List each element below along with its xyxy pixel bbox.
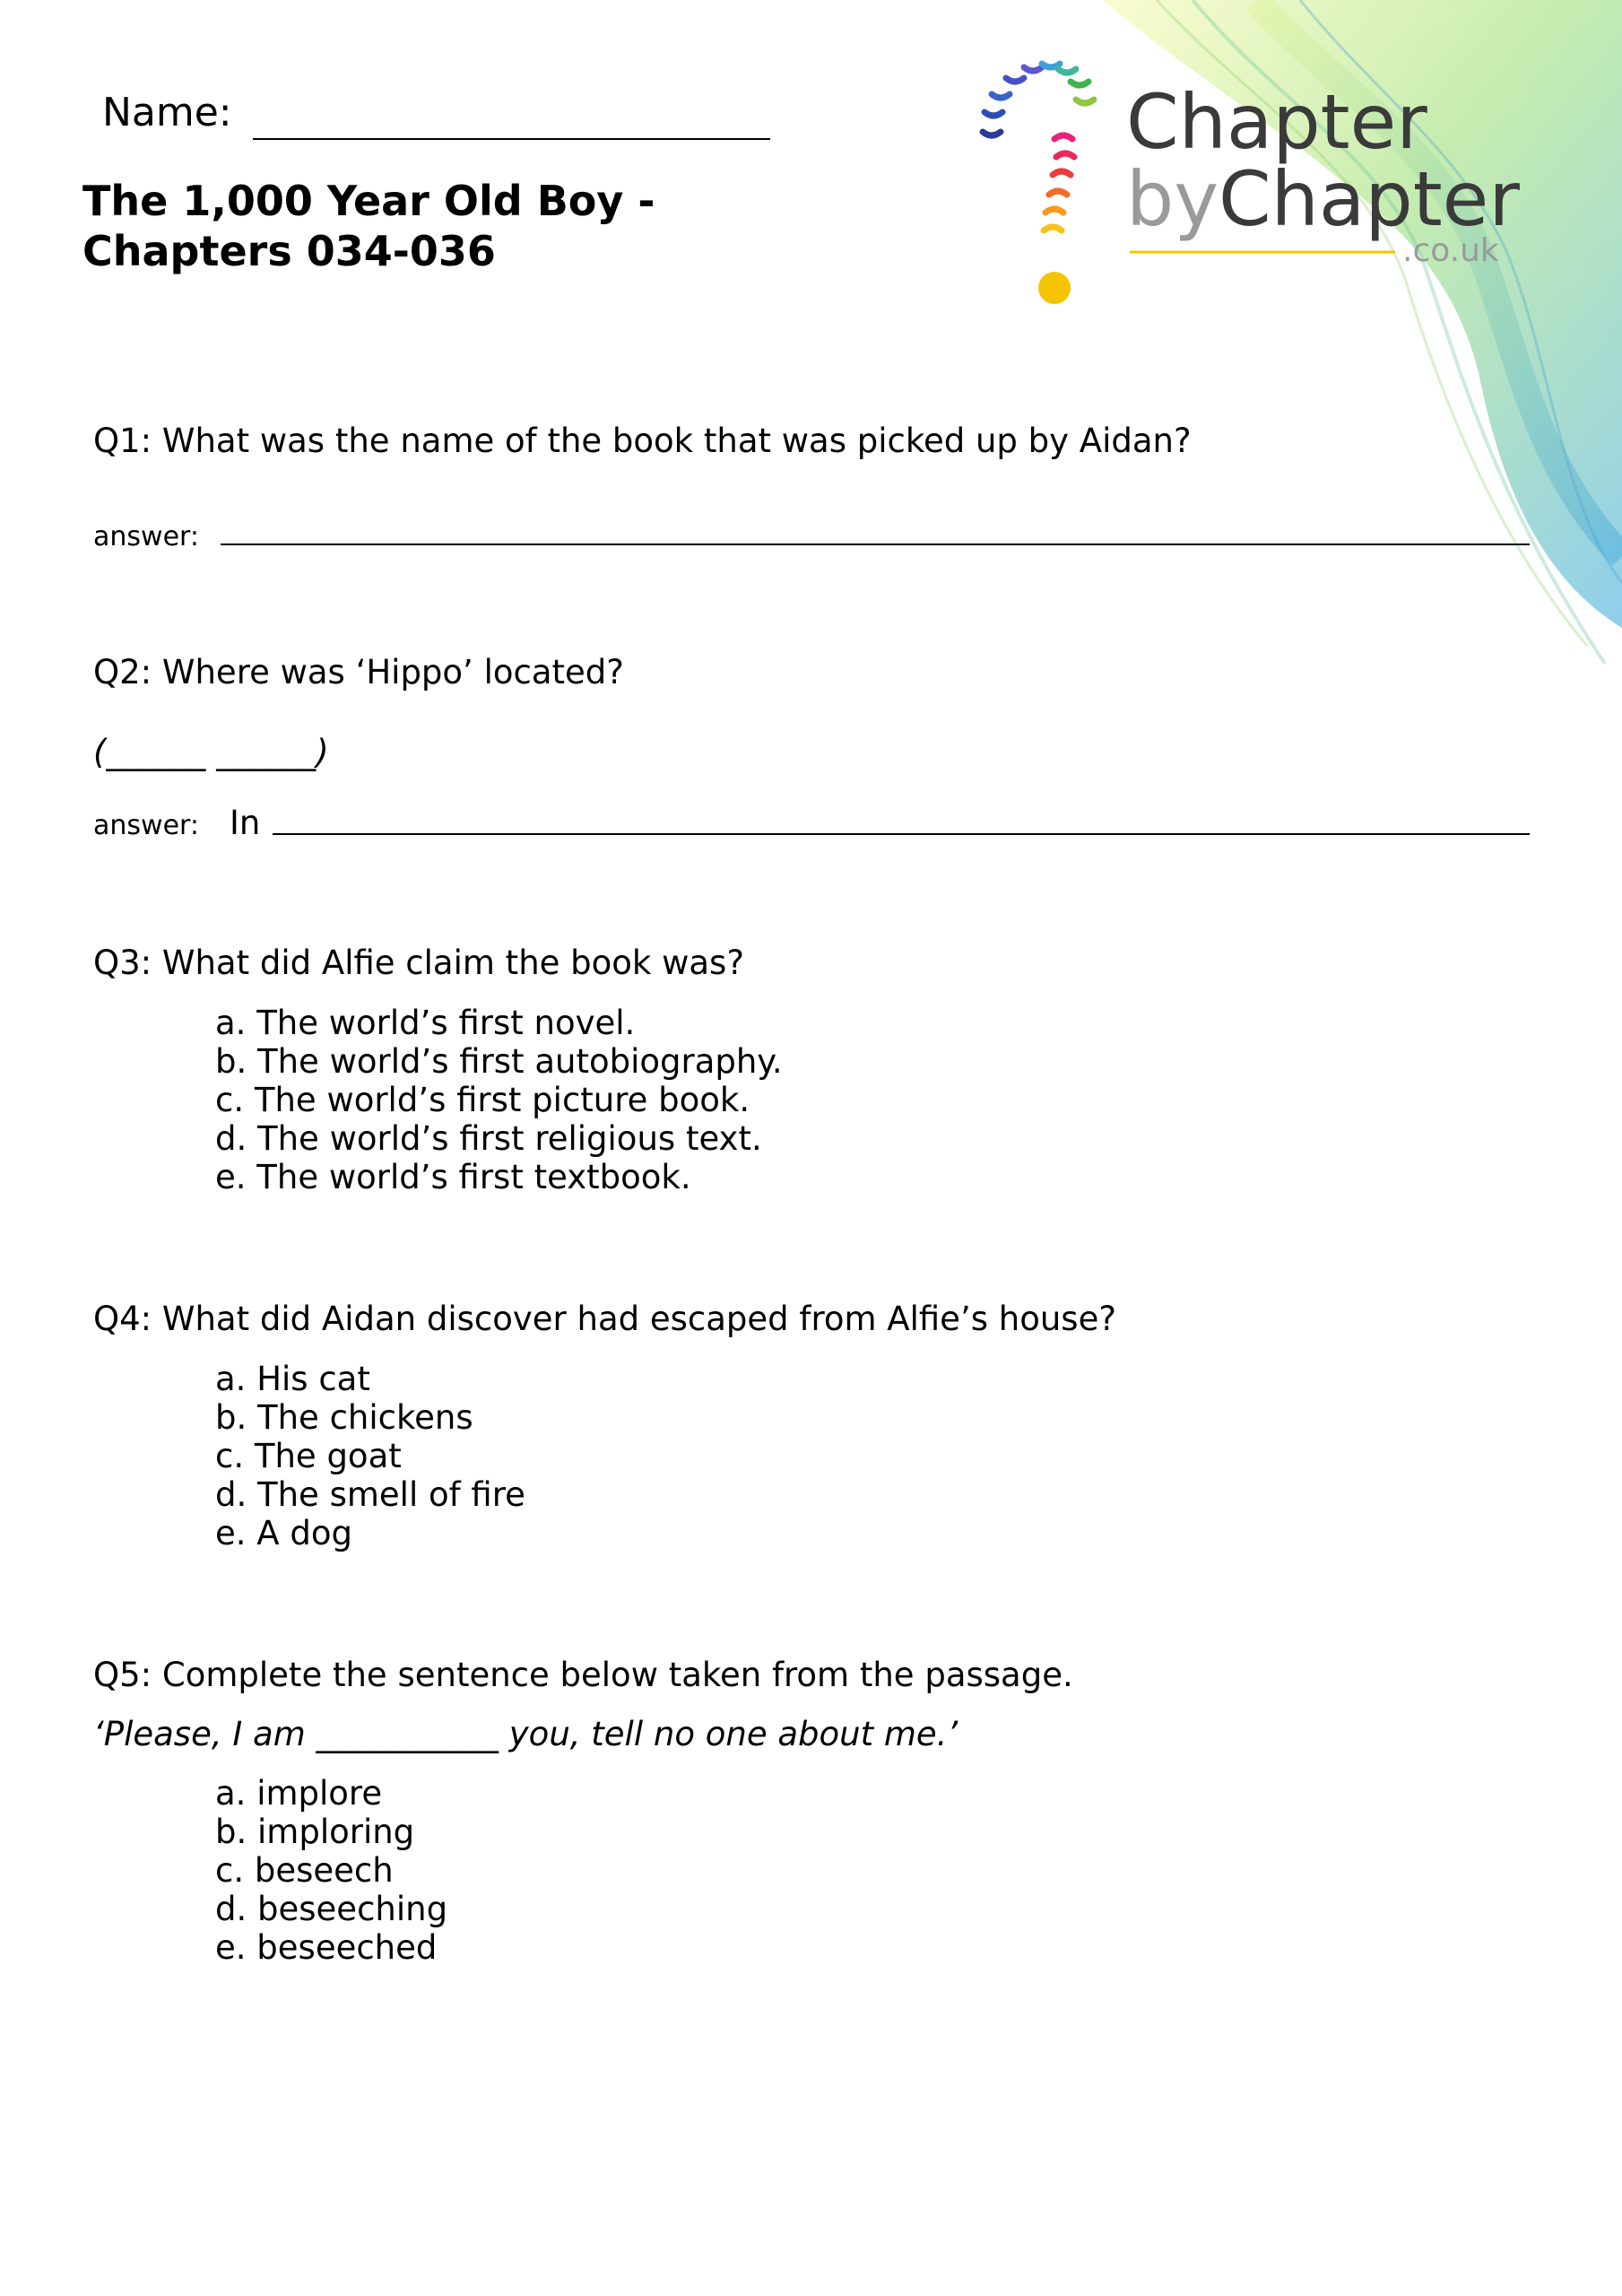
q3-option-e[interactable]: e. The world’s first textbook. — [215, 1158, 691, 1196]
q4-options — [215, 1360, 525, 1552]
q3-option-d[interactable]: d. The world’s first religious text. — [215, 1119, 762, 1158]
q3-options — [215, 1004, 783, 1196]
q2-answer-prefix: In — [230, 804, 261, 842]
q2-answer-line[interactable] — [273, 833, 1530, 835]
question-dot-icon — [1038, 272, 1071, 304]
q2-answer-label: answer: — [93, 810, 199, 841]
title-line-1: The 1,000 Year Old Boy - — [82, 177, 655, 225]
q5-quote-blank[interactable]: ___________ — [316, 1715, 499, 1753]
question-4: Q4: What did Aidan discover had escaped from Alfie’s house? — [93, 1300, 1116, 1338]
q1-answer-line[interactable] — [221, 544, 1530, 545]
q3-option-a[interactable]: a. The world’s first novel. — [215, 1004, 636, 1042]
question-2: Q2: Where was ‘Hippo’ located? — [93, 653, 624, 691]
question-3: Q3: What did Alfie claim the book was? — [93, 944, 744, 982]
logo-word-by: by — [1126, 155, 1219, 243]
logo-word-bychapter — [1126, 155, 1520, 243]
q1-answer-label: answer: — [93, 521, 199, 552]
chapter-by-chapter-logo — [968, 49, 1542, 318]
q5-option-b[interactable]: b. imploring — [215, 1813, 415, 1851]
name-label: Name: — [102, 90, 232, 135]
q5-option-a[interactable]: a. implore — [215, 1774, 383, 1813]
logo-word-chapter: Chapter — [1126, 78, 1427, 166]
q4-option-a[interactable]: a. His cat — [215, 1360, 370, 1398]
q4-option-e[interactable]: e. A dog — [215, 1514, 352, 1552]
logo-word-chapter-2: Chapter — [1219, 155, 1520, 243]
name-field-line[interactable] — [253, 138, 770, 140]
question-1: Q1: What was the name of the book that was picked up by Aidan? — [93, 422, 1192, 460]
q4-option-c[interactable]: c. The goat — [215, 1437, 402, 1475]
q4-option-b[interactable]: b. The chickens — [215, 1398, 473, 1437]
question-5: Q5: Complete the sentence below taken from the passage. — [93, 1656, 1073, 1694]
question-mark-books-icon — [983, 64, 1094, 230]
worksheet-title — [82, 176, 764, 276]
q3-option-b[interactable]: b. The world’s first autobiography. — [215, 1042, 783, 1081]
q5-options — [215, 1774, 447, 1967]
q5-quote — [93, 1715, 958, 1753]
q4-option-d[interactable]: d. The smell of fire — [215, 1475, 525, 1514]
q5-option-e[interactable]: e. beseeched — [215, 1928, 438, 1967]
title-line-2: Chapters 034-036 — [82, 227, 496, 275]
q3-option-c[interactable]: c. The world’s first picture book. — [215, 1081, 750, 1119]
q2-hint: (______ ______) — [93, 733, 329, 771]
logo-domain: .co.uk — [1402, 232, 1499, 269]
q5-quote-end: you, tell no one about me.’ — [508, 1715, 958, 1753]
q5-option-d[interactable]: d. beseeching — [215, 1890, 448, 1928]
q5-quote-start: ‘Please, I am — [93, 1715, 306, 1753]
q5-option-c[interactable]: c. beseech — [215, 1851, 394, 1890]
